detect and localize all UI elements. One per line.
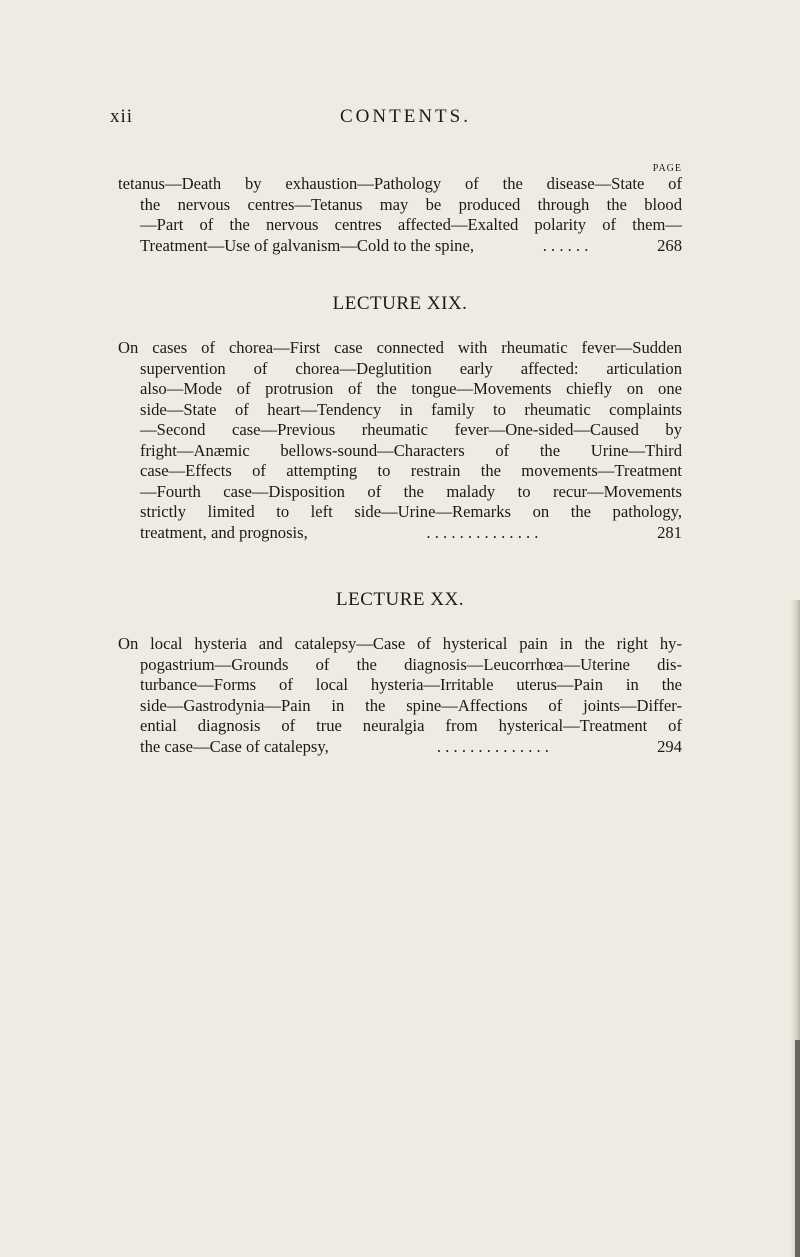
entry-line: tetanus—Death by exhaustion—Pathology of the disease—State of: [118, 174, 682, 193]
dot-leader: . . . . . . . . . . . . . .: [426, 522, 539, 542]
entry-line: supervention of chorea—Deglutition early affected: articulation: [140, 358, 682, 378]
entry-line: —Fourth case—Disposition of the malady to recur—Movements: [140, 481, 682, 501]
entry-line: fright—Anæmic bellows-sound—Characters of the Urine—Third: [140, 440, 682, 460]
page-number: xii: [110, 106, 134, 127]
dot-leader: . . . . . .: [542, 235, 589, 255]
entry-line: side—Gastrodynia—Pain in the spine—Affections of joints—Differ-: [140, 695, 682, 715]
entry-last-text: treatment, and prognosis,: [140, 522, 308, 542]
entry-line: strictly limited to left side—Urine—Remarks on the pathology,: [140, 502, 682, 521]
entry-line: ential diagnosis of true neuralgia from hysterical—Treatment of: [140, 716, 682, 735]
entry-line: case—Effects of attempting to restrain the movements—Treatment: [140, 461, 682, 480]
page-column-label: PAGE: [652, 163, 682, 174]
entry-line: pogastrium—Grounds of the diagnosis—Leucorrhœa—Uterine dis-: [140, 654, 682, 674]
contents-entry-lecture-xx: [118, 634, 682, 757]
entry-line: also—Mode of protrusion of the tongue—Movements chiefly on one: [140, 379, 682, 398]
entry-line: —Second case—Previous rheumatic fever—One-sided—Caused by: [140, 420, 682, 439]
entry-line: —Part of the nervous centres affected—Exalted polarity of them—: [140, 215, 682, 234]
entry-page-number: 268: [657, 235, 682, 255]
entry-line: On cases of chorea—First case connected with rheumatic fever—Sudden: [118, 338, 682, 357]
page-edge-binding: [795, 1040, 800, 1257]
running-head: CONTENTS.: [340, 106, 471, 127]
entry-line: On local hysteria and catalepsy—Case of hysterical pain in the right hy-: [118, 634, 682, 653]
lecture-title: LECTURE XIX.: [332, 293, 468, 314]
entry-last-line: [118, 737, 682, 758]
contents-entry-continuation: [118, 174, 682, 256]
entry-line: the nervous centres—Tetanus may be produced through the blood: [140, 194, 682, 214]
entry-line: turbance—Forms of local hysteria—Irritable uterus—Pain in the: [140, 675, 682, 694]
entry-last-text: Treatment—Use of galvanism—Cold to the spine,: [140, 235, 474, 255]
page-header: [0, 106, 800, 136]
entry-last-line: [118, 236, 682, 257]
contents-entry-lecture-xix: [118, 338, 682, 543]
entry-last-line: [118, 523, 682, 544]
entry-last-text: the case—Case of catalepsy,: [140, 736, 329, 756]
lecture-title: LECTURE XX.: [336, 589, 464, 610]
entry-page-number: 294: [657, 736, 682, 756]
entry-line: side—State of heart—Tendency in family to rheumatic complaints: [140, 399, 682, 419]
dot-leader: . . . . . . . . . . . . . .: [436, 736, 549, 756]
entry-page-number: 281: [657, 522, 682, 542]
